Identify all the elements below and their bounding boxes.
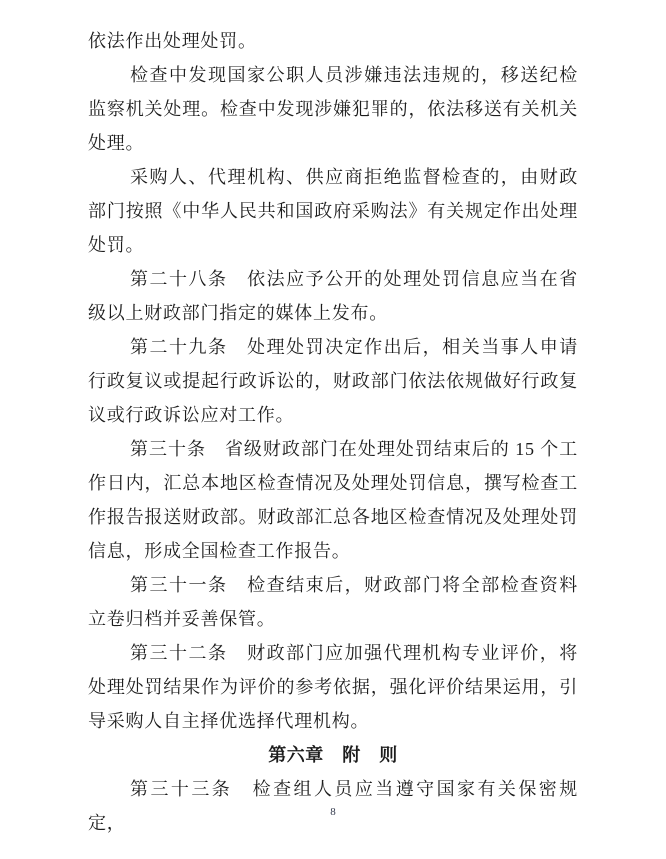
chapter-heading: 第六章 附 则 bbox=[268, 745, 398, 765]
page-number: 8 bbox=[330, 806, 336, 818]
paragraph: 第二十九条 处理处罚决定作出后，相关当事人申请行政复议或提起行政诉讼的，财政部门依法依规做好行政复议或行政诉讼应对工作。 bbox=[88, 337, 578, 425]
paragraph: 第三十一条 检查结束后，财政部门将全部检查资料立卷归档并妥善保管。 bbox=[88, 575, 578, 629]
paragraph: 依法作出处理处罚。 bbox=[88, 31, 257, 51]
paragraph: 检查中发现国家公职人员涉嫌违法违规的，移送纪检监察机关处理。检查中发现涉嫌犯罪的，依法移送有关机关处理。 bbox=[88, 65, 578, 153]
paragraph: 采购人、代理机构、供应商拒绝监督检查的，由财政部门按照《中华人民共和国政府采购法》有关规定作出处理处罚。 bbox=[88, 167, 578, 255]
paragraph: 第三十三条 检查组人员应当遵守国家有关保密规定， bbox=[88, 779, 578, 833]
document-body bbox=[88, 24, 578, 840]
paragraph: 第二十八条 依法应予公开的处理处罚信息应当在省级以上财政部门指定的媒体上发布。 bbox=[88, 269, 578, 323]
paragraph: 第三十二条 财政部门应加强代理机构专业评价，将处理处罚结果作为评价的参考依据，强化评价结果运用，引导采购人自主择优选择代理机构。 bbox=[88, 643, 578, 731]
paragraph: 第三十条 省级财政部门在处理处罚结束后的 15 个工作日内，汇总本地区检查情况及处理处罚信息，撰写检查工作报告报送财政部。财政部汇总各地区检查情况及处理处罚信息，形成全国检查工作报告。 bbox=[88, 439, 578, 561]
